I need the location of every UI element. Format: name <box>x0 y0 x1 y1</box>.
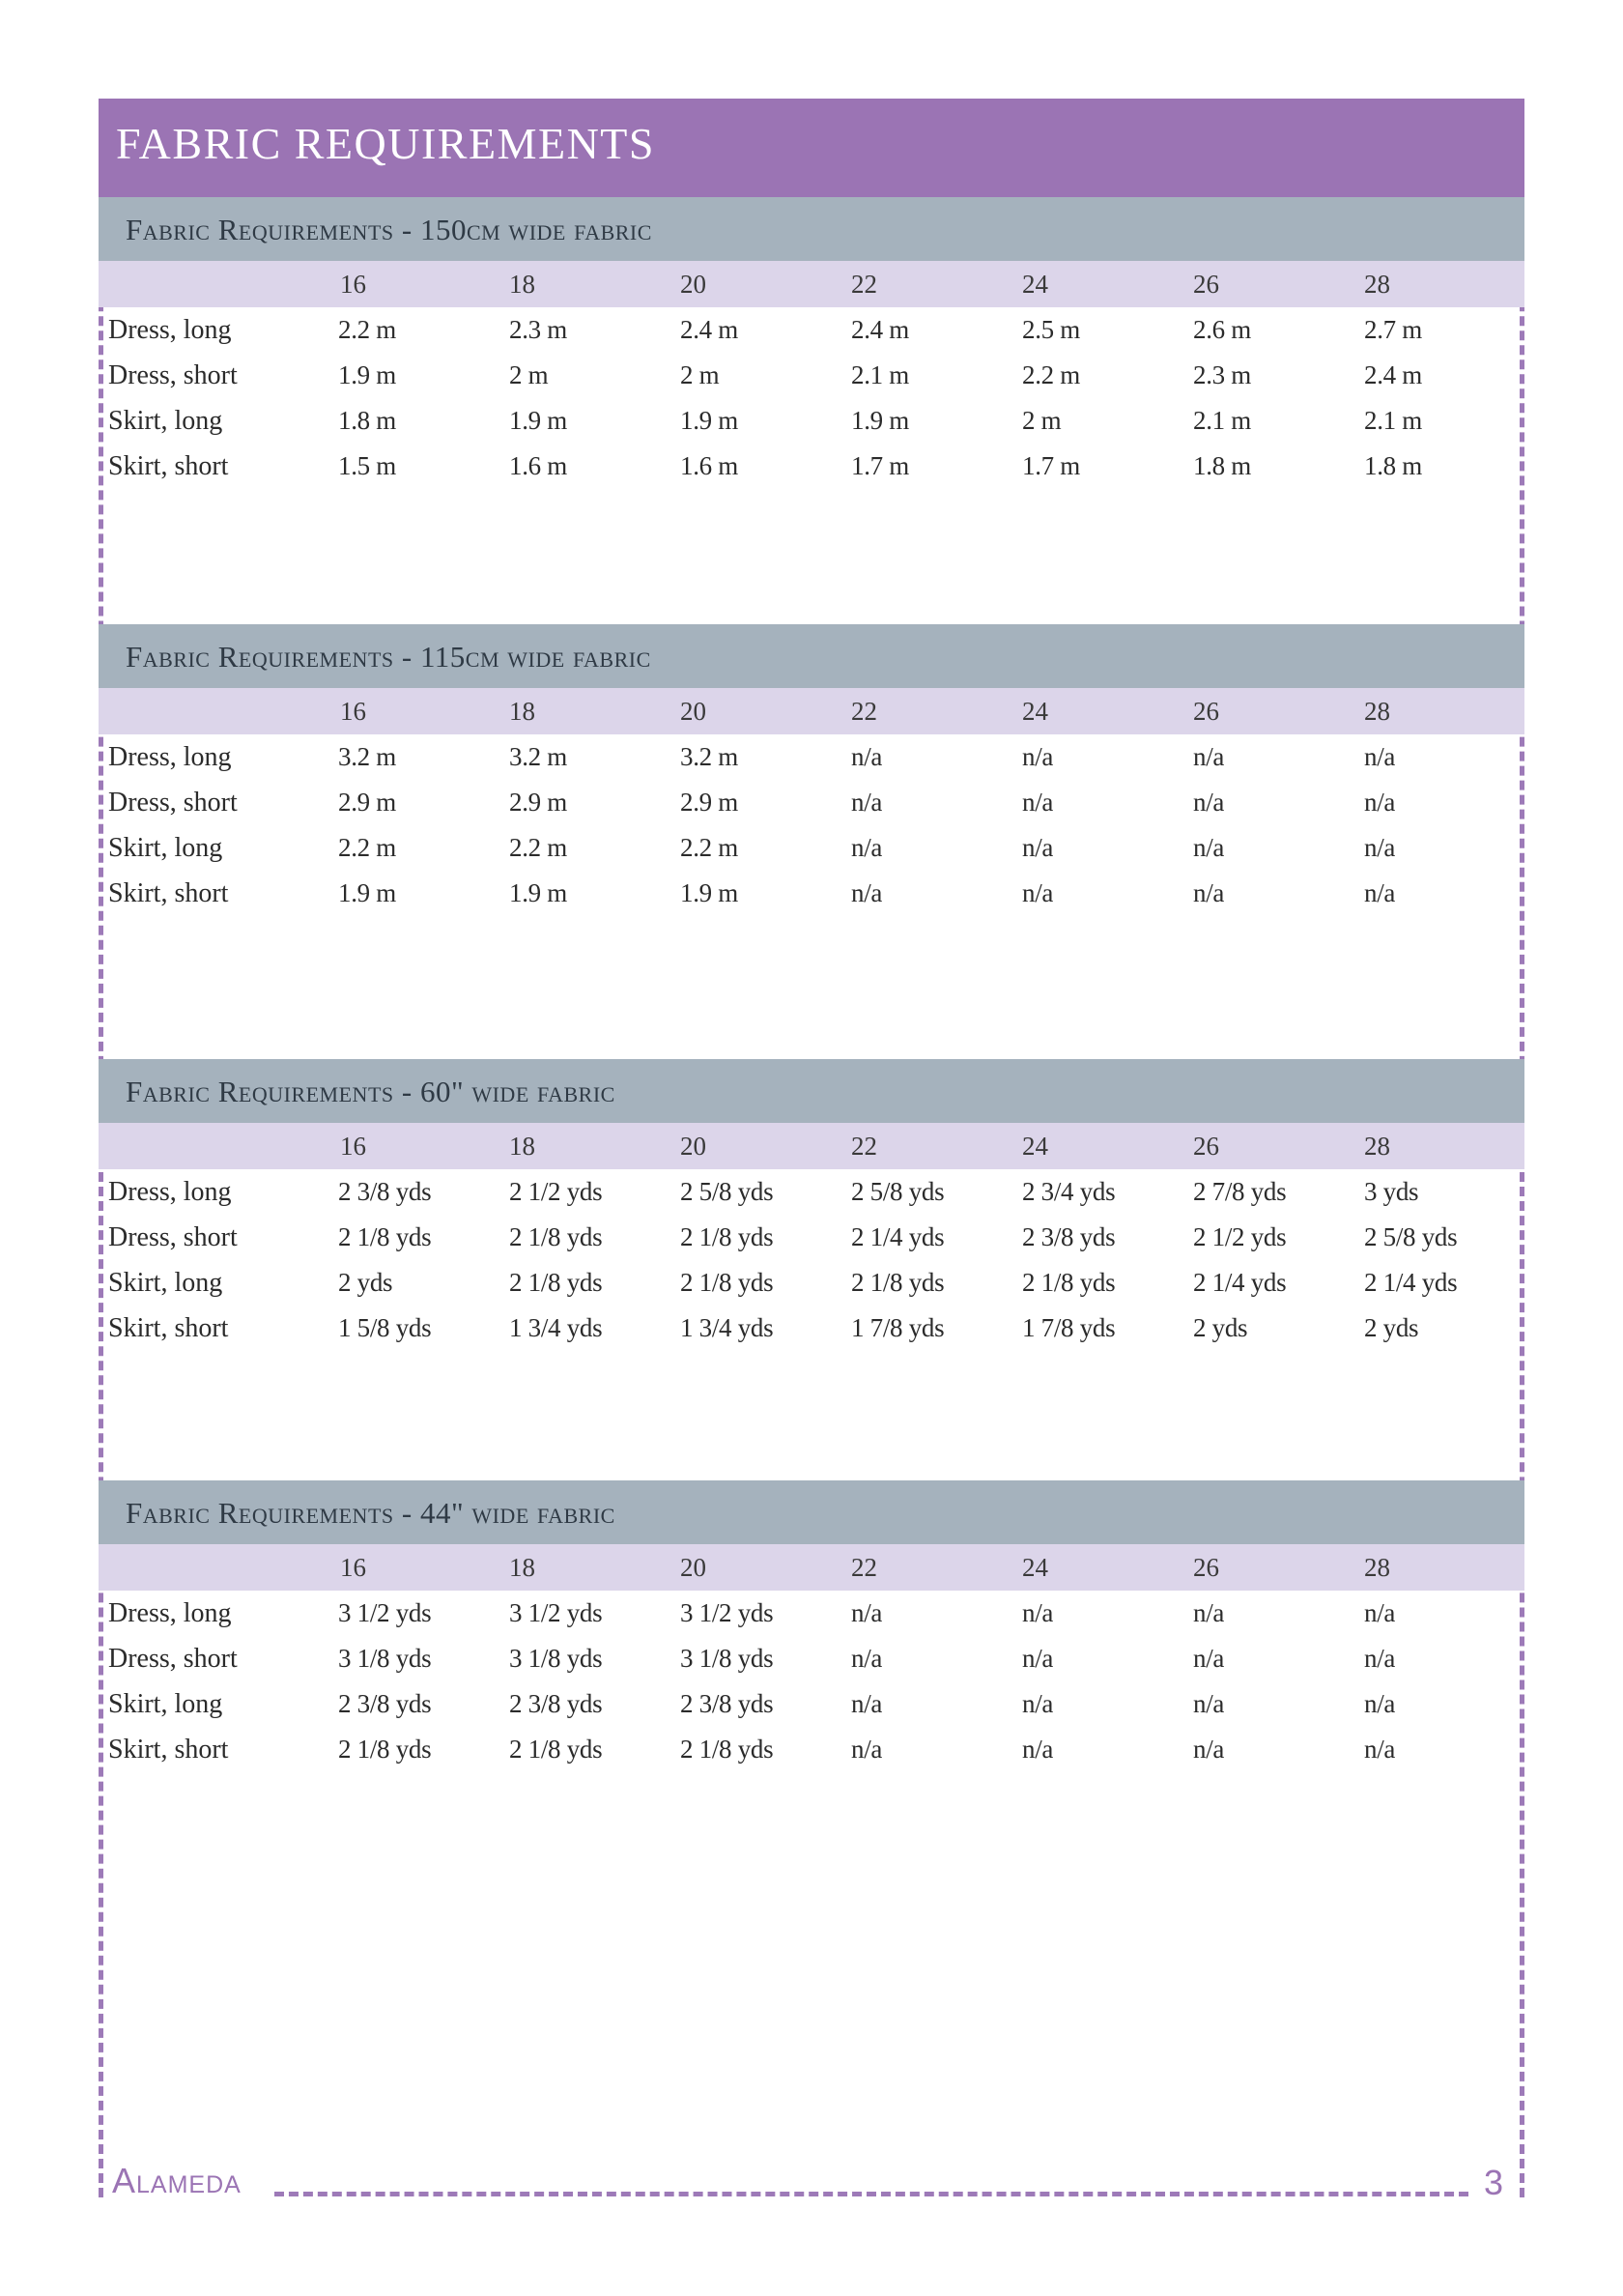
table-cell: n/a <box>1364 1735 1396 1764</box>
row-label: Dress, long <box>108 315 232 345</box>
table-cell: n/a <box>851 878 883 907</box>
table-cell: 2.2 m <box>338 315 397 344</box>
fabric-section <box>99 1480 1524 1772</box>
table-cell: 2 1/4 yds <box>1364 1268 1458 1297</box>
size-header: 22 <box>851 697 877 726</box>
row-label: Skirt, short <box>108 1735 229 1765</box>
table-cell: n/a <box>851 1689 883 1718</box>
table-cell: 2.9 m <box>509 788 568 817</box>
row-label: Skirt, short <box>108 878 229 908</box>
size-header: 24 <box>1022 1553 1048 1582</box>
size-header: 18 <box>509 270 535 299</box>
table-cell: 1.9 m <box>509 406 568 435</box>
row-label: Skirt, long <box>108 406 223 436</box>
row-label: Skirt, short <box>108 451 229 481</box>
table-cell: 2 yds <box>338 1268 393 1297</box>
table-cell: 2 yds <box>1364 1313 1419 1342</box>
page-number: 3 <box>1484 2163 1504 2202</box>
table-cell: 1.6 m <box>509 451 568 480</box>
table-cell: 2.1 m <box>1193 406 1252 435</box>
table-row <box>99 1591 1524 1636</box>
table-cell: 2 3/8 yds <box>1022 1222 1116 1251</box>
section-title: Fabric Requirements - 115cm wide fabric <box>126 640 651 674</box>
table-cell: n/a <box>851 1644 883 1673</box>
table-row <box>99 1169 1524 1215</box>
size-header-row <box>99 1123 1524 1169</box>
table-cell: 1.9 m <box>338 878 397 907</box>
size-header-row <box>99 688 1524 734</box>
table-cell: n/a <box>1193 1644 1225 1673</box>
table-row <box>99 1727 1524 1772</box>
size-header: 16 <box>340 270 366 299</box>
row-label: Skirt, long <box>108 833 223 863</box>
table-cell: n/a <box>1193 833 1225 862</box>
size-header: 20 <box>680 1553 706 1582</box>
table-cell: 1 7/8 yds <box>1022 1313 1116 1342</box>
table-cell: n/a <box>1193 1689 1225 1718</box>
size-header: 26 <box>1193 697 1219 726</box>
row-label: Skirt, long <box>108 1268 223 1298</box>
table-row <box>99 1260 1524 1306</box>
size-header: 16 <box>340 1132 366 1161</box>
table-cell: 2 5/8 yds <box>851 1177 945 1206</box>
table-cell: 2 5/8 yds <box>680 1177 774 1206</box>
size-header: 22 <box>851 1553 877 1582</box>
table-row <box>99 780 1524 825</box>
size-header: 26 <box>1193 1553 1219 1582</box>
table-cell: 1.9 m <box>851 406 910 435</box>
table-cell: n/a <box>1193 742 1225 771</box>
table-cell: 2 7/8 yds <box>1193 1177 1287 1206</box>
section-title: Fabric Requirements - 150cm wide fabric <box>126 213 652 246</box>
table-cell: 1.6 m <box>680 451 739 480</box>
row-label: Dress, long <box>108 1598 232 1628</box>
table-cell: 2.4 m <box>851 315 910 344</box>
table-row <box>99 353 1524 398</box>
table-cell: 2 3/8 yds <box>509 1689 603 1718</box>
table-cell: 1.7 m <box>1022 451 1081 480</box>
section-header <box>99 1059 1524 1123</box>
table-cell: n/a <box>1022 1598 1054 1627</box>
table-cell: 2 1/8 yds <box>338 1735 432 1764</box>
table-cell: 1.7 m <box>851 451 910 480</box>
size-header: 26 <box>1193 1132 1219 1161</box>
size-header: 24 <box>1022 1132 1048 1161</box>
table-cell: 3.2 m <box>509 742 568 771</box>
table-row <box>99 1306 1524 1351</box>
table-cell: n/a <box>1364 1689 1396 1718</box>
table-cell: n/a <box>851 788 883 817</box>
table-cell: 2.1 m <box>851 360 910 389</box>
table-cell: 2.6 m <box>1193 315 1252 344</box>
section-header <box>99 197 1524 261</box>
table-row <box>99 307 1524 353</box>
section-title: Fabric Requirements - 60" wide fabric <box>126 1075 615 1108</box>
table-cell: 2 1/8 yds <box>680 1222 774 1251</box>
table-cell: 1 3/4 yds <box>680 1313 774 1342</box>
table-cell: 2.1 m <box>1364 406 1423 435</box>
table-cell: 2 m <box>509 360 549 389</box>
row-label: Dress, long <box>108 742 232 772</box>
size-header: 28 <box>1364 1132 1390 1161</box>
table-cell: 1 3/4 yds <box>509 1313 603 1342</box>
table-cell: n/a <box>1022 1689 1054 1718</box>
table-cell: n/a <box>851 833 883 862</box>
row-label: Dress, short <box>108 1222 238 1252</box>
table-cell: n/a <box>1193 1735 1225 1764</box>
table-cell: 2 1/8 yds <box>680 1735 774 1764</box>
table-cell: 3 1/8 yds <box>680 1644 774 1673</box>
table-cell: 2 1/4 yds <box>851 1222 945 1251</box>
table-cell: 1.5 m <box>338 451 397 480</box>
row-label: Dress, short <box>108 360 238 390</box>
size-header: 24 <box>1022 270 1048 299</box>
size-header: 20 <box>680 1132 706 1161</box>
table-cell: 3 1/2 yds <box>680 1598 774 1627</box>
table-cell: 2.3 m <box>509 315 568 344</box>
size-header: 18 <box>509 1132 535 1161</box>
fabric-section <box>99 197 1524 489</box>
table-cell: 1 7/8 yds <box>851 1313 945 1342</box>
table-cell: 1 5/8 yds <box>338 1313 432 1342</box>
table-cell: 2.9 m <box>338 788 397 817</box>
table-cell: n/a <box>1022 742 1054 771</box>
table-cell: 3 1/2 yds <box>509 1598 603 1627</box>
size-header: 18 <box>509 1553 535 1582</box>
size-header: 18 <box>509 697 535 726</box>
table-cell: 3 1/2 yds <box>338 1598 432 1627</box>
table-cell: 2.4 m <box>680 315 739 344</box>
table-cell: 2 1/8 yds <box>680 1268 774 1297</box>
table-cell: n/a <box>1193 788 1225 817</box>
table-cell: n/a <box>851 1735 883 1764</box>
table-cell: 1.9 m <box>680 878 739 907</box>
size-header: 20 <box>680 270 706 299</box>
size-header: 16 <box>340 1553 366 1582</box>
table-cell: 2 5/8 yds <box>1364 1222 1458 1251</box>
table-cell: 2.3 m <box>1193 360 1252 389</box>
table-cell: n/a <box>1022 878 1054 907</box>
table-cell: 1.9 m <box>338 360 397 389</box>
table-cell: 2 1/2 yds <box>509 1177 603 1206</box>
size-header: 16 <box>340 697 366 726</box>
table-cell: n/a <box>1364 788 1396 817</box>
table-cell: 2.2 m <box>1022 360 1081 389</box>
footer-dashed-rule <box>274 2192 1468 2196</box>
table-row <box>99 1636 1524 1681</box>
table-cell: 3 1/8 yds <box>509 1644 603 1673</box>
row-label: Dress, short <box>108 1644 238 1674</box>
table-cell: 2 1/8 yds <box>851 1268 945 1297</box>
section-title: Fabric Requirements - 44" wide fabric <box>126 1496 615 1530</box>
table-cell: n/a <box>851 742 883 771</box>
table-cell: n/a <box>1022 833 1054 862</box>
table-cell: 1.9 m <box>680 406 739 435</box>
table-cell: n/a <box>1022 788 1054 817</box>
table-cell: 2 3/4 yds <box>1022 1177 1116 1206</box>
size-header: 22 <box>851 270 877 299</box>
table-row <box>99 398 1524 444</box>
table-row <box>99 825 1524 871</box>
table-cell: n/a <box>1364 742 1396 771</box>
footer-brand: Alameda <box>112 2161 242 2200</box>
size-header: 20 <box>680 697 706 726</box>
table-cell: 2 1/8 yds <box>509 1222 603 1251</box>
table-cell: 2.5 m <box>1022 315 1081 344</box>
size-header-row <box>99 261 1524 307</box>
table-cell: n/a <box>1364 833 1396 862</box>
fabric-section <box>99 624 1524 916</box>
table-cell: 3.2 m <box>338 742 397 771</box>
size-header: 24 <box>1022 697 1048 726</box>
table-cell: 2.2 m <box>338 833 397 862</box>
table-cell: 3 yds <box>1364 1177 1419 1206</box>
table-cell: 1.8 m <box>1193 451 1252 480</box>
row-label: Skirt, long <box>108 1689 223 1719</box>
table-cell: 2.2 m <box>509 833 568 862</box>
table-cell: 2.7 m <box>1364 315 1423 344</box>
table-cell: 1.8 m <box>1364 451 1423 480</box>
table-cell: n/a <box>1193 878 1225 907</box>
table-cell: n/a <box>1364 1644 1396 1673</box>
table-row <box>99 1681 1524 1727</box>
table-cell: n/a <box>1022 1735 1054 1764</box>
size-header: 28 <box>1364 697 1390 726</box>
table-cell: 2 yds <box>1193 1313 1248 1342</box>
table-cell: 2 3/8 yds <box>680 1689 774 1718</box>
table-cell: 2 1/8 yds <box>509 1735 603 1764</box>
size-header: 22 <box>851 1132 877 1161</box>
row-label: Skirt, short <box>108 1313 229 1343</box>
table-cell: 2 m <box>1022 406 1062 435</box>
table-cell: 3.2 m <box>680 742 739 771</box>
size-header: 28 <box>1364 1553 1390 1582</box>
table-cell: n/a <box>1364 878 1396 907</box>
table-cell: 2 3/8 yds <box>338 1177 432 1206</box>
size-header: 26 <box>1193 270 1219 299</box>
table-cell: 2 1/8 yds <box>338 1222 432 1251</box>
table-cell: 2 1/8 yds <box>1022 1268 1116 1297</box>
table-row <box>99 734 1524 780</box>
table-cell: 2 m <box>680 360 720 389</box>
row-label: Dress, short <box>108 788 238 818</box>
row-label: Dress, long <box>108 1177 232 1207</box>
table-cell: n/a <box>1193 1598 1225 1627</box>
table-cell: 1.8 m <box>338 406 397 435</box>
table-cell: 2 3/8 yds <box>338 1689 432 1718</box>
table-cell: 2 1/8 yds <box>509 1268 603 1297</box>
table-cell: 2 1/2 yds <box>1193 1222 1287 1251</box>
fabric-section <box>99 1059 1524 1351</box>
table-cell: 2.9 m <box>680 788 739 817</box>
table-cell: 2.2 m <box>680 833 739 862</box>
table-cell: 3 1/8 yds <box>338 1644 432 1673</box>
table-cell: 2.4 m <box>1364 360 1423 389</box>
section-header <box>99 624 1524 688</box>
table-cell: 1.9 m <box>509 878 568 907</box>
page-title: FABRIC REQUIREMENTS <box>116 119 655 168</box>
table-cell: n/a <box>851 1598 883 1627</box>
section-header <box>99 1480 1524 1544</box>
size-header-row <box>99 1544 1524 1591</box>
table-row <box>99 1215 1524 1260</box>
table-cell: n/a <box>1022 1644 1054 1673</box>
table-row <box>99 444 1524 489</box>
table-cell: 2 1/4 yds <box>1193 1268 1287 1297</box>
table-row <box>99 871 1524 916</box>
page-header <box>99 99 1524 197</box>
table-cell: n/a <box>1364 1598 1396 1627</box>
size-header: 28 <box>1364 270 1390 299</box>
